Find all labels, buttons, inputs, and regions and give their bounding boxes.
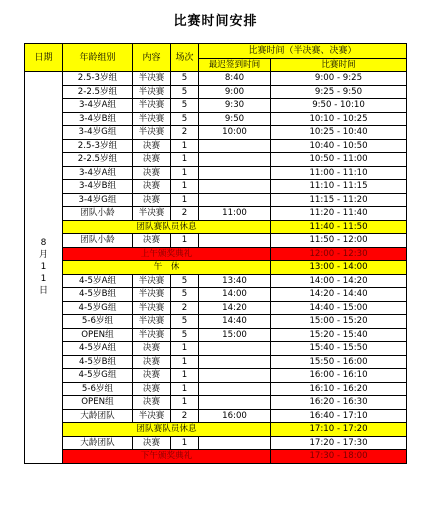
time-cell: 14:40 - 15:00 [271, 301, 407, 315]
ceremony-row [25, 450, 407, 464]
table-row [25, 112, 407, 126]
time-cell: 16:00 - 16:10 [271, 369, 407, 383]
count-cell: 2 [171, 126, 199, 140]
checkin-cell [199, 139, 271, 153]
table-row [25, 315, 407, 329]
header-group: 年龄组别 [63, 44, 133, 72]
time-cell: 9:00 - 9:25 [271, 72, 407, 86]
header-row-1 [25, 44, 407, 59]
content-cell: 决赛 [133, 153, 171, 167]
table-row [25, 342, 407, 356]
table-row [25, 355, 407, 369]
group-cell: 4-5岁A组 [63, 342, 133, 356]
count-cell: 5 [171, 72, 199, 86]
count-cell: 1 [171, 382, 199, 396]
count-cell: 1 [171, 436, 199, 450]
table-row [25, 207, 407, 221]
header-content: 内容 [133, 44, 171, 72]
group-cell: 团队小龄 [63, 207, 133, 221]
checkin-cell: 9:30 [199, 99, 271, 113]
time-cell: 15:40 - 15:50 [271, 342, 407, 356]
band-time: 11:40 - 11:50 [271, 220, 407, 234]
header-date: 日期 [25, 44, 63, 72]
date-char: 8 [40, 238, 47, 249]
content-cell: 半决赛 [133, 288, 171, 302]
count-cell: 5 [171, 315, 199, 329]
band-label: 午 休 [63, 261, 271, 275]
count-cell: 1 [171, 193, 199, 207]
checkin-cell [199, 436, 271, 450]
group-cell: 大龄团队 [63, 436, 133, 450]
band-time: 17:10 - 17:20 [271, 423, 407, 437]
count-cell: 5 [171, 288, 199, 302]
count-cell: 2 [171, 301, 199, 315]
content-cell: 决赛 [133, 139, 171, 153]
time-cell: 17:20 - 17:30 [271, 436, 407, 450]
checkin-cell: 15:00 [199, 328, 271, 342]
time-cell: 15:50 - 16:00 [271, 355, 407, 369]
time-cell: 16:10 - 16:20 [271, 382, 407, 396]
header-match-time: 比赛时间 [271, 59, 407, 72]
band-time: 13:00 - 14:00 [271, 261, 407, 275]
group-cell: 团队小龄 [63, 234, 133, 248]
group-cell: 4-5岁G组 [63, 301, 133, 315]
group-cell: 3-4岁G组 [63, 126, 133, 140]
header-time-main: 比赛时间（半决赛、决赛） [199, 44, 407, 59]
checkin-cell: 9:00 [199, 85, 271, 99]
count-cell: 5 [171, 274, 199, 288]
table-row [25, 193, 407, 207]
band-label: 上午颁奖典礼 [63, 247, 271, 261]
content-cell: 半决赛 [133, 301, 171, 315]
group-cell: 3-4岁B组 [63, 180, 133, 194]
checkin-cell [199, 369, 271, 383]
table-row [25, 369, 407, 383]
count-cell: 5 [171, 99, 199, 113]
group-cell: 4-5岁A组 [63, 274, 133, 288]
date-char: 月 [38, 250, 48, 261]
page-title: 比赛时间安排 [173, 14, 258, 29]
group-cell: 大龄团队 [63, 409, 133, 423]
ceremony-row [25, 247, 407, 261]
group-cell: 2-2.5岁组 [63, 85, 133, 99]
group-cell: 3-4岁G组 [63, 193, 133, 207]
group-cell: 4-5岁B组 [63, 355, 133, 369]
band-time: 17:30 - 18:00 [271, 450, 407, 464]
content-cell: 半决赛 [133, 315, 171, 329]
header-count: 场次 [171, 44, 199, 72]
schedule-table [24, 43, 407, 464]
content-cell: 决赛 [133, 234, 171, 248]
group-cell: 3-4岁A组 [63, 166, 133, 180]
group-cell: OPEN组 [63, 328, 133, 342]
time-cell: 10:25 - 10:40 [271, 126, 407, 140]
time-cell: 9:50 - 10:10 [271, 99, 407, 113]
group-cell: OPEN组 [63, 396, 133, 410]
group-cell: 3-4岁B组 [63, 112, 133, 126]
count-cell: 1 [171, 153, 199, 167]
count-cell: 5 [171, 328, 199, 342]
band-label: 下午颁奖典礼 [63, 450, 271, 464]
group-cell: 5-6岁组 [63, 382, 133, 396]
checkin-cell [199, 355, 271, 369]
content-cell: 决赛 [133, 180, 171, 194]
group-cell: 4-5岁B组 [63, 288, 133, 302]
rest-row [25, 423, 407, 437]
group-cell: 5-6岁组 [63, 315, 133, 329]
content-cell: 半决赛 [133, 72, 171, 86]
group-cell: 2.5-3岁组 [63, 139, 133, 153]
group-cell: 4-5岁G组 [63, 369, 133, 383]
content-cell: 决赛 [133, 436, 171, 450]
count-cell: 5 [171, 112, 199, 126]
header-checkin: 最迟签到时间 [199, 59, 271, 72]
count-cell: 5 [171, 85, 199, 99]
table-row [25, 396, 407, 410]
checkin-cell: 14:40 [199, 315, 271, 329]
count-cell: 2 [171, 409, 199, 423]
checkin-cell: 13:40 [199, 274, 271, 288]
checkin-cell [199, 396, 271, 410]
date-char: 1 [40, 262, 47, 273]
content-cell: 半决赛 [133, 99, 171, 113]
group-cell: 2-2.5岁组 [63, 153, 133, 167]
content-cell: 决赛 [133, 382, 171, 396]
count-cell: 1 [171, 342, 199, 356]
content-cell: 决赛 [133, 193, 171, 207]
group-cell: 2.5-3岁组 [63, 72, 133, 86]
content-cell: 决赛 [133, 396, 171, 410]
table-row [25, 85, 407, 99]
date-char: 1 [40, 274, 47, 285]
time-cell: 9:25 - 9:50 [271, 85, 407, 99]
checkin-cell: 8:40 [199, 72, 271, 86]
date-char: 日 [38, 286, 48, 297]
date-cell [25, 72, 63, 464]
content-cell: 半决赛 [133, 112, 171, 126]
count-cell: 1 [171, 369, 199, 383]
table-row [25, 382, 407, 396]
count-cell: 1 [171, 355, 199, 369]
checkin-cell: 16:00 [199, 409, 271, 423]
checkin-cell: 9:50 [199, 112, 271, 126]
time-cell: 11:00 - 11:10 [271, 166, 407, 180]
table-row [25, 153, 407, 167]
content-cell: 半决赛 [133, 274, 171, 288]
table-row [25, 274, 407, 288]
checkin-cell: 11:00 [199, 207, 271, 221]
content-cell: 决赛 [133, 355, 171, 369]
table-row [25, 166, 407, 180]
content-cell: 半决赛 [133, 207, 171, 221]
checkin-cell [199, 166, 271, 180]
band-label: 团队赛队员休息 [63, 220, 271, 234]
schedule-body [25, 44, 407, 464]
checkin-cell: 14:00 [199, 288, 271, 302]
table-row [25, 99, 407, 113]
time-cell: 11:20 - 11:40 [271, 207, 407, 221]
table-row [25, 409, 407, 423]
count-cell: 1 [171, 139, 199, 153]
checkin-cell [199, 193, 271, 207]
table-row [25, 288, 407, 302]
count-cell: 1 [171, 396, 199, 410]
checkin-cell [199, 342, 271, 356]
time-cell: 14:20 - 14:40 [271, 288, 407, 302]
time-cell: 16:20 - 16:30 [271, 396, 407, 410]
checkin-cell: 14:20 [199, 301, 271, 315]
group-cell: 3-4岁A组 [63, 99, 133, 113]
table-row [25, 301, 407, 315]
content-cell: 半决赛 [133, 85, 171, 99]
time-cell: 10:50 - 11:00 [271, 153, 407, 167]
time-cell: 14:00 - 14:20 [271, 274, 407, 288]
table-row [25, 139, 407, 153]
content-cell: 半决赛 [133, 409, 171, 423]
checkin-cell: 10:00 [199, 126, 271, 140]
table-row [25, 72, 407, 86]
time-cell: 11:15 - 11:20 [271, 193, 407, 207]
time-cell: 11:10 - 11:15 [271, 180, 407, 194]
time-cell: 10:10 - 10:25 [271, 112, 407, 126]
content-cell: 决赛 [133, 342, 171, 356]
checkin-cell [199, 153, 271, 167]
time-cell: 15:00 - 15:20 [271, 315, 407, 329]
checkin-cell [199, 382, 271, 396]
count-cell: 1 [171, 234, 199, 248]
table-row [25, 180, 407, 194]
table-row [25, 126, 407, 140]
table-row [25, 234, 407, 248]
count-cell: 1 [171, 166, 199, 180]
time-cell: 10:40 - 10:50 [271, 139, 407, 153]
content-cell: 半决赛 [133, 126, 171, 140]
table-row [25, 328, 407, 342]
time-cell: 11:50 - 12:00 [271, 234, 407, 248]
content-cell: 决赛 [133, 166, 171, 180]
count-cell: 2 [171, 207, 199, 221]
checkin-cell [199, 180, 271, 194]
time-cell: 16:40 - 17:10 [271, 409, 407, 423]
content-cell: 决赛 [133, 369, 171, 383]
band-time: 12:00 - 12:30 [271, 247, 407, 261]
content-cell: 半决赛 [133, 328, 171, 342]
table-row [25, 436, 407, 450]
time-cell: 15:20 - 15:40 [271, 328, 407, 342]
band-label: 团队赛队员休息 [63, 423, 271, 437]
count-cell: 1 [171, 180, 199, 194]
rest-row [25, 220, 407, 234]
rest-row [25, 261, 407, 275]
checkin-cell [199, 234, 271, 248]
